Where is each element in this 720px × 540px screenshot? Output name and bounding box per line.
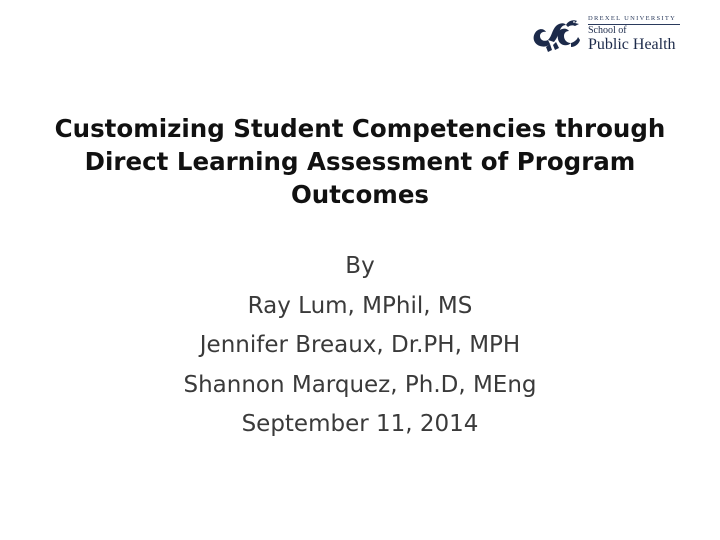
drexel-public-health-logo bbox=[530, 14, 695, 58]
byline bbox=[40, 247, 680, 445]
author-name: Ray Lum, MPhil, MS bbox=[247, 292, 473, 319]
by-label: By bbox=[345, 253, 375, 279]
presentation-date: September 11, 2014 bbox=[241, 411, 479, 437]
logo-school-label: School of bbox=[588, 25, 627, 36]
title-line: Direct Learning Assessment of Program bbox=[84, 147, 636, 176]
dragon-icon bbox=[530, 16, 582, 56]
author-name: Shannon Marquez, Ph.D, MEng bbox=[183, 371, 537, 398]
logo-university-name: DREXEL UNIVERSITY bbox=[588, 15, 677, 22]
logo-wordmark bbox=[588, 14, 695, 58]
title-line: Outcomes bbox=[290, 180, 430, 209]
slide-title bbox=[40, 112, 680, 211]
title-line: Customizing Student Competencies through bbox=[54, 114, 666, 143]
logo-school-name: Public Health bbox=[588, 36, 676, 53]
author-name: Jennifer Breaux, Dr.PH, MPH bbox=[199, 332, 521, 358]
